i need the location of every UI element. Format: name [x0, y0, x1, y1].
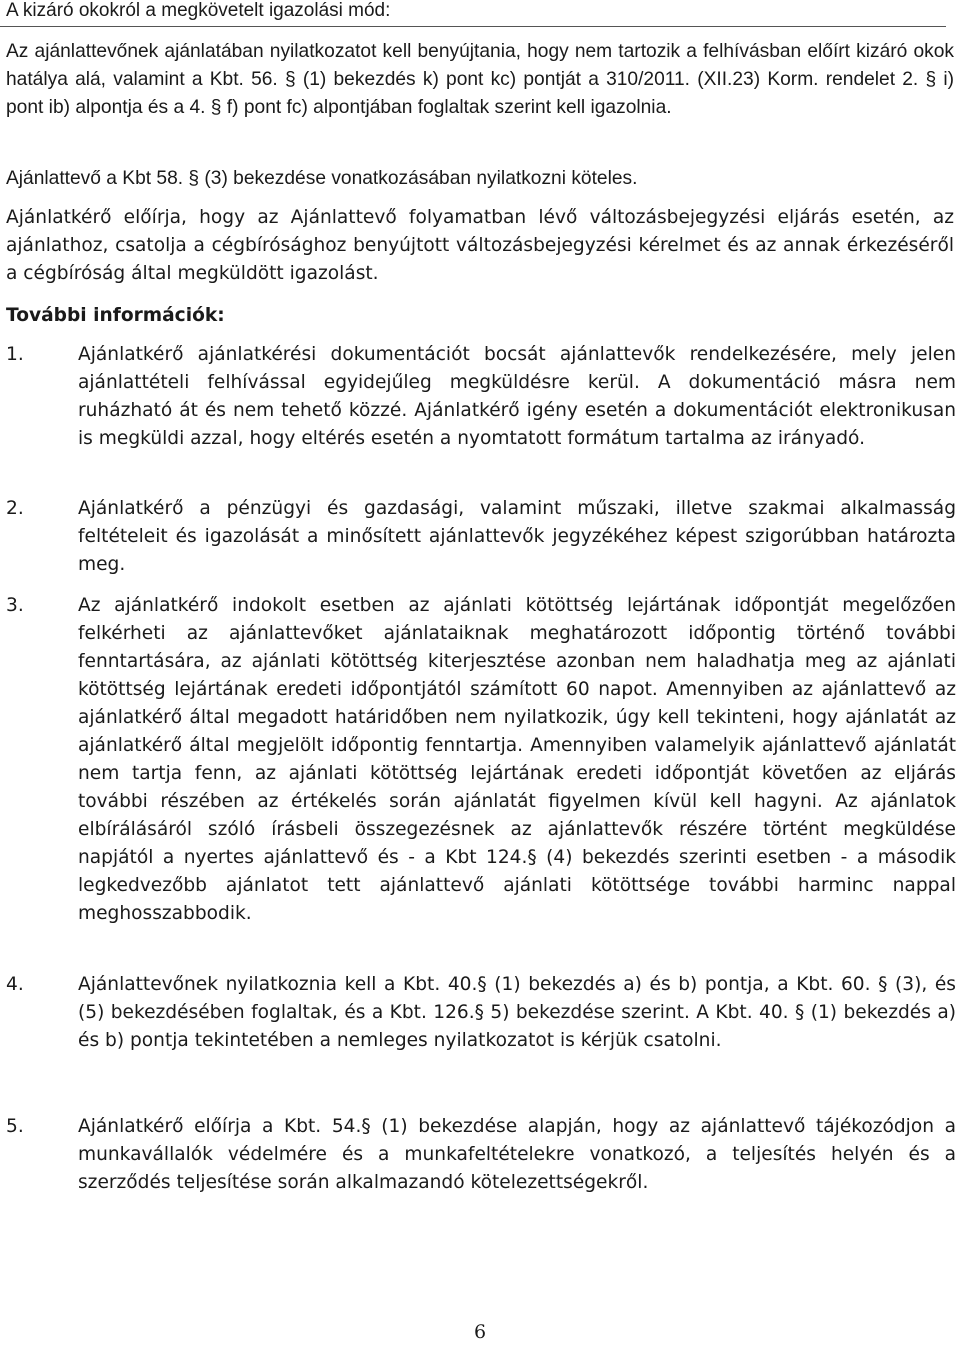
list-item-text: Ajánlattevőnek nyilatkoznia kell a Kbt. 40.§ (1) bekezdés a) és b) pontja, a Kbt. 60. § (3), és (5) bekezdésében foglaltak, és a Kbt. 126.§ 5) bekezdése szerint. A Kbt. 40. § (1) bekezdés a) és b) pontja tekintetében a nemleges nyilatkozatot is kérjük csatolni. — [78, 974, 956, 1051]
list-item-text: Ajánlatkérő a pénzügyi és gazdasági, valamint műszaki, illetve szakmai alkalmasság feltételeit és igazolását a minősített ajánlattevők jegyzékéhez képest szigorúbban határozta meg. — [78, 498, 956, 575]
list-item-number: 4. — [6, 974, 24, 995]
page-number: 6 — [473, 1321, 487, 1343]
list-item-text: Ajánlatkérő ajánlatkérési dokumentációt bocsát ajánlattevők rendelkezésére, mely jelen ajánlattételi felhívással egyidejűleg megküldésre kerül. A dokumentáció másra nem ruházható át és nem tehető közzé. Ajánlatkérő igény esetén a dokumentációt elektronikusan is megküldi azzal, hogy eltérés esetén a nyomtatott formátum tartalma az irányadó. — [78, 344, 956, 449]
list-item-number: 2. — [6, 498, 24, 519]
section-heading — [0, 0, 946, 27]
intro-paragraph-3: Ajánlatkérő előírja, hogy az Ajánlattevő folyamatban lévő változásbejegyzési eljárás esetén, az ajánlathoz, csatolja a cégbírósághoz benyújtott változásbejegyzési kérelmet és az annak érkezéséről a cégbíróság által megküldött igazolást. — [6, 207, 954, 284]
further-info-title: További információk: — [6, 305, 225, 326]
list-item-number: 1. — [6, 344, 24, 365]
section-title: A kizáró okokról a megkövetelt igazolási mód: — [6, 0, 391, 21]
list-item-text: Az ajánlatkérő indokolt esetben az ajánlati kötöttség lejártának időpontját megelőzően felkérheti az ajánlattevőket ajánlataiknak meghatározott időpontig történő további fenntartására, az ajánlati kötöttség kiterjesztése azonban nem haladhatja meg az ajánlati kötöttség lejártának eredeti időpontjától számított 60 napot. Amennyiben az ajánlattevő az ajánlatkérő által megadott határidőben nem nyilatkozik, úgy kell tekinteni, hogy ajánlatát az ajánlatkérő által megjelölt időpontig fenntartja. Amennyiben valamelyik ajánlattevő ajánlatát nem tartja fenn, az ajánlati kötöttség lejártának eredeti időpontját követően az eljárás további részében az értékelés során ajánlatát figyelmen kívül kell hagyni. Az ajánlatok elbírálásáról szóló írásbeli összegezésnek az ajánlattevők részére történt megküldése napjától a nyertes ajánlattevő és - a Kbt 124.§ (4) bekezdés szerinti esetben - a második legkedvezőbb ajánlatot tett ajánlattevő ajánlati kötöttsége további harminc nappal meghosszabbodik. — [78, 595, 956, 924]
list-item-number: 5. — [6, 1116, 24, 1137]
intro-paragraph-1: Az ajánlattevőnek ajánlatában nyilatkozatot kell benyújtania, hogy nem tartozik a felhívásban előírt kizáró okok hatálya alá, valamint a Kbt. 56. § (1) bekezdés k) pont kc) pontját a 310/2011. (XII.23) Korm. rendelet 2. § i) pont ib) alpontja és a 4. § f) pont fc) alpontjában foglaltak szerint kell igazolnia. — [6, 41, 954, 118]
list-item-text: Ajánlatkérő előírja a Kbt. 54.§ (1) bekezdése alapján, hogy az ajánlattevő tájékozódjon a munkavállalók védelmére és a munkafeltételekre vonatkozó, a teljesítés helyén és a szerződés teljesítése során alkalmazandó kötelezettségekről. — [78, 1116, 956, 1193]
intro-paragraph-2: Ajánlattevő a Kbt 58. § (3) bekezdése vonatkozásában nyilatkozni köteles. — [6, 168, 638, 189]
list-item-number: 3. — [6, 595, 24, 616]
